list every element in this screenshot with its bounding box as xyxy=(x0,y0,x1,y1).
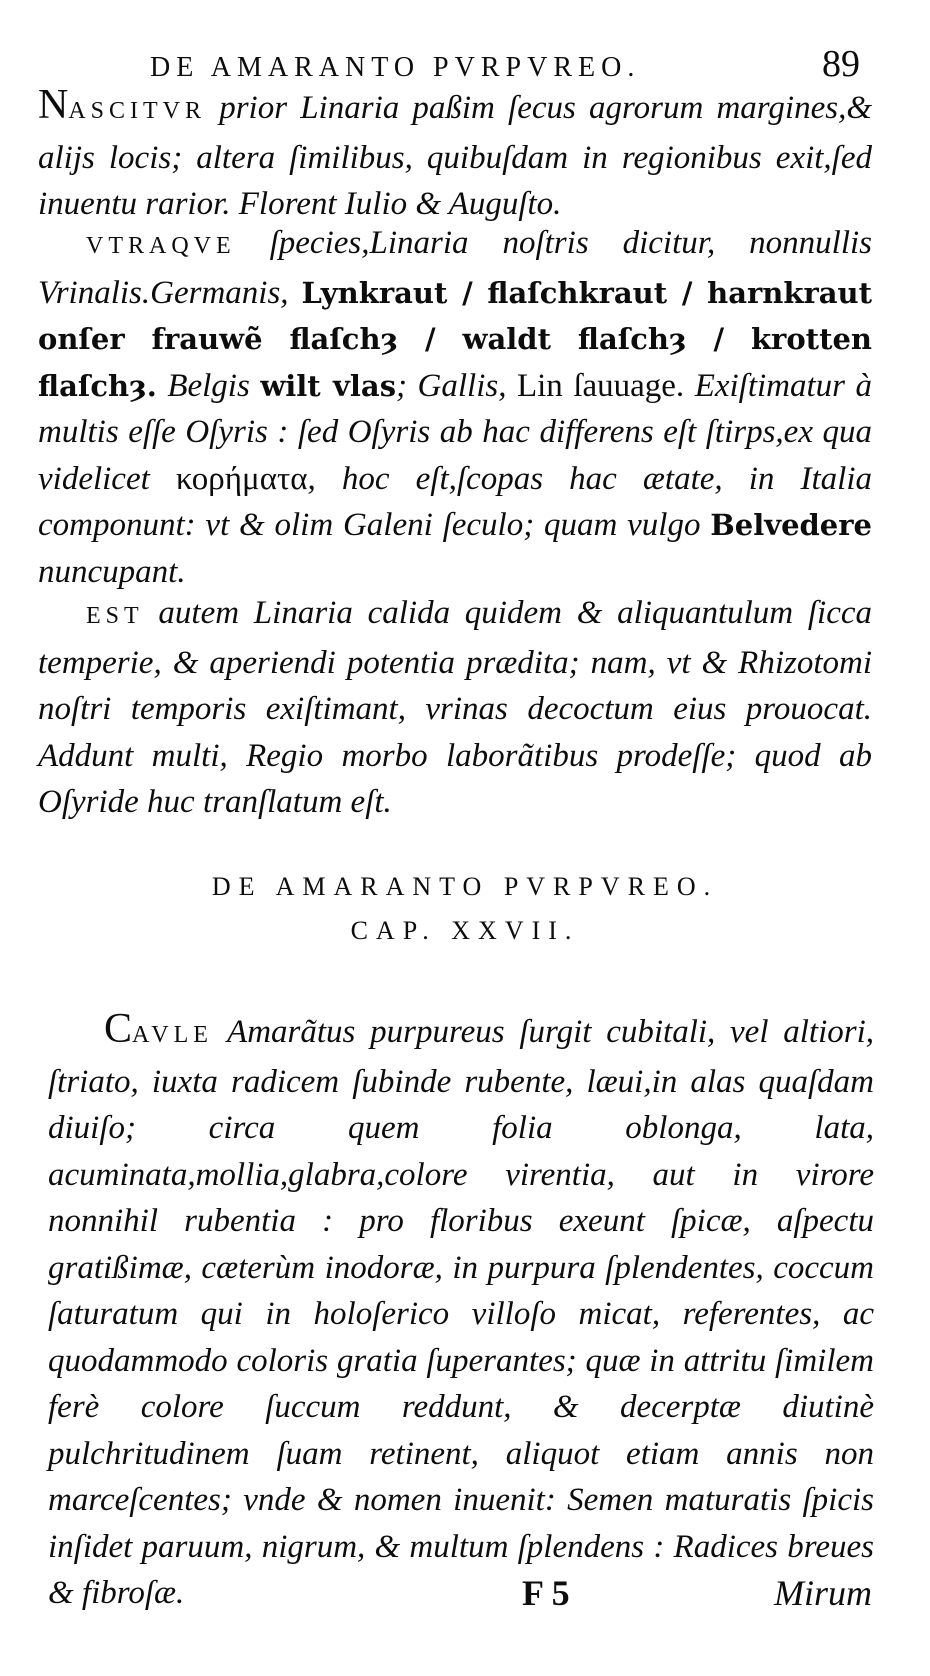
paragraph-text: Amarãtus purpureus ſurgit cubitali, vel altiori, ſtriato, iuxta radicem ſubinde rubente, læui,in alas quaſdam diuiſo; circa quem folia oblonga, lata, acuminata,mollia,glabra,colore virentia, aut in virore nonnihil rubentia : pro floribus exeunt ſpicæ, aſpectu gratißimæ, cæterùm inodoræ, in purpura ſplendentes, coccum ſaturatum qui in holoſerico villoſo micat, referentes, ac quodammodo coloris gratia ſuperantes; quæ in attritu ſimilem ferè colore ſuccum reddunt, & decerptæ diutinè pulchritudinem ſuam retinent, aliquot etiam annis non marceſcentes; vnde & nomen inuenit: Semen maturatis ſpicis inſidet paruum, nigrum, & multum ſplendens : Radices breues & fibroſæ. xyxy=(48,1014,874,1611)
german-names: Lynkraut / flaſchkraut / harnkraut onſer frauwẽ flaſchȝ / waldt flaſchȝ / krotten flaſchȝ. xyxy=(38,275,873,403)
lead-word: AVLE xyxy=(132,1022,213,1048)
initial-letter: N xyxy=(38,82,69,128)
paragraph-text: nuncupant. xyxy=(38,553,186,590)
paragraph-text: ; Gallis, xyxy=(396,367,517,404)
paragraph-text: Exiſtimatur à multis eſſe Oſyris : ſed Oſyris ab hac differens eſt ſtirps,ex qua videlicet xyxy=(38,367,873,497)
paragraph-text: ſpecies,Linaria noſtris dicitur, nonnullis Vrinalis.Germanis, xyxy=(38,225,872,311)
chapter-number: CAP. XXVII. xyxy=(350,916,580,945)
chapter-title: DE AMARANTO PVRPVREO. xyxy=(211,872,719,901)
paragraph-text: Belgis xyxy=(156,367,261,404)
page-number: 89 xyxy=(822,43,860,85)
vulgar-name: Belvedere xyxy=(710,508,872,542)
paragraph-text: , hoc eſt,ſcopas hac ætate, in Italia componunt: vt & olim Galeni ſeculo; quam vulgo xyxy=(38,460,873,543)
page-footer xyxy=(0,1572,930,1622)
french-name: Lin ſauuage. xyxy=(516,367,685,404)
lead-word: ASCITVR xyxy=(68,98,207,124)
paragraph-nascitur xyxy=(38,82,872,228)
paragraph-caule xyxy=(48,1006,874,1617)
paragraph-vtraque xyxy=(38,220,872,595)
initial-letter: C xyxy=(104,1006,133,1052)
lead-word: VTRAQVE xyxy=(86,233,236,259)
paragraph-text: autem Linaria calida quidem & aliquantulum ſicca temperie, & aperiendi potentia prædita; nam, vt & Rhizotomi noſtri temporis exiſtimant, vrinas decoctum eius prouocat. Addunt multi, Regio morbo laborãtibus prodeſſe; quod ab Oſyride huc tranſlatum eſt. xyxy=(38,595,872,820)
lead-word: EST xyxy=(86,603,144,629)
paragraph-est xyxy=(38,590,872,826)
greek-word: κορήματα xyxy=(175,460,308,497)
dutch-name: wilt vlas xyxy=(260,368,397,403)
signature-mark: F 5 xyxy=(522,1573,570,1613)
catchword: Mirum xyxy=(774,1573,872,1613)
paragraph-text: prior Linaria paßim ſecus agrorum margines,& aliјs locis; altera ſimilibus, quibuſdam in regionibus exit,ſed inuentu rarior. Florent Iulio & Auguſto. xyxy=(38,90,872,222)
running-head-title: DE AMARANTO PVRPVREO. xyxy=(150,52,641,83)
